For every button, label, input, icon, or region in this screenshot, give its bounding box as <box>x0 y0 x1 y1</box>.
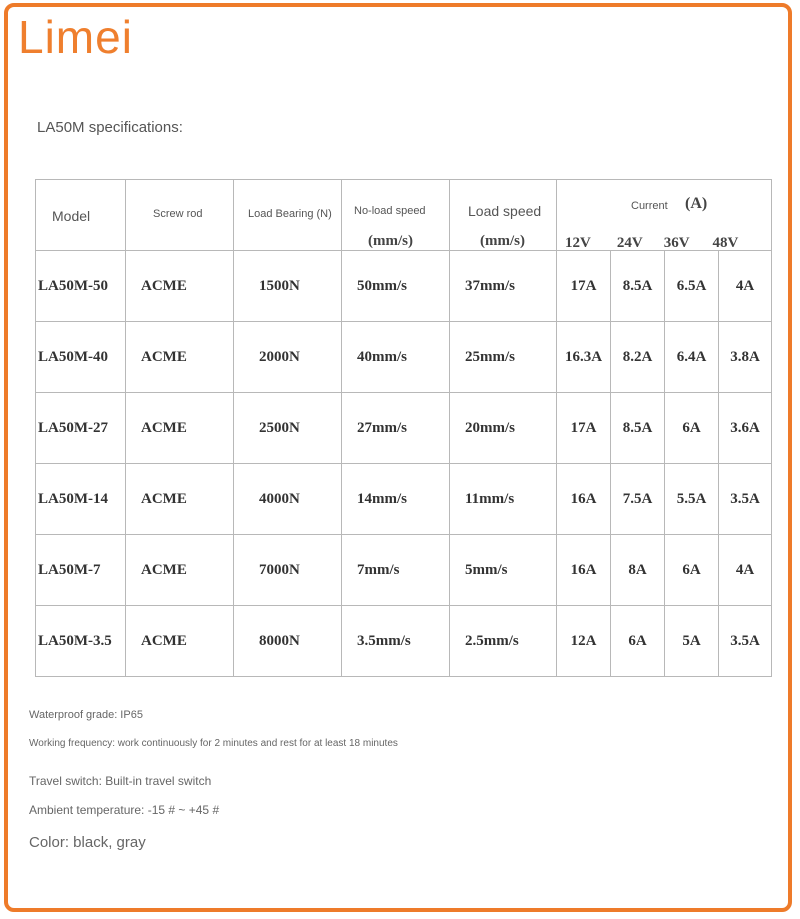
header-model-label: Model <box>52 208 91 224</box>
cell-current-12v: 12A <box>557 606 611 677</box>
cell-current-36v: 6A <box>665 535 719 606</box>
cell-load: 8000N <box>234 606 342 677</box>
table-row <box>36 464 772 535</box>
cell-loadspeed: 25mm/s <box>450 322 557 393</box>
cell-current-12v: 16A <box>557 464 611 535</box>
cell-noload: 27mm/s <box>342 393 450 464</box>
cell-loadspeed: 20mm/s <box>450 393 557 464</box>
cell-current-24v: 8.5A <box>611 251 665 322</box>
cell-screw: ACME <box>126 322 234 393</box>
cell-current-36v: 5A <box>665 606 719 677</box>
cell-model: LA50M-27 <box>36 393 126 464</box>
cell-noload: 14mm/s <box>342 464 450 535</box>
cell-screw: ACME <box>126 606 234 677</box>
cell-noload: 40mm/s <box>342 322 450 393</box>
cell-current-24v: 6A <box>611 606 665 677</box>
cell-current-12v: 16.3A <box>557 322 611 393</box>
note-travel-switch: Travel switch: Built-in travel switch <box>29 774 212 788</box>
cell-current-36v: 5.5A <box>665 464 719 535</box>
header-noload-unit: (mm/s) <box>368 233 413 249</box>
cell-load: 2000N <box>234 322 342 393</box>
note-working-frequency: Working frequency: work continuously for 2 minutes and rest for at least 18 minutes <box>29 738 398 749</box>
cell-model: LA50M-50 <box>36 251 126 322</box>
cell-screw: ACME <box>126 535 234 606</box>
cell-current-48v: 4A <box>719 535 772 606</box>
header-noload <box>342 180 450 251</box>
spec-table <box>35 179 772 677</box>
cell-load: 2500N <box>234 393 342 464</box>
cell-current-48v: 4A <box>719 251 772 322</box>
cell-screw: ACME <box>126 393 234 464</box>
table-row <box>36 535 772 606</box>
header-load <box>234 180 342 251</box>
cell-model: LA50M-3.5 <box>36 606 126 677</box>
cell-current-48v: 3.8A <box>719 322 772 393</box>
header-volt-48: 48V <box>712 235 739 251</box>
spec-title: LA50M specifications: <box>37 119 183 136</box>
cell-screw: ACME <box>126 464 234 535</box>
cell-model: LA50M-40 <box>36 322 126 393</box>
cell-current-24v: 7.5A <box>611 464 665 535</box>
table-row <box>36 393 772 464</box>
cell-loadspeed: 5mm/s <box>450 535 557 606</box>
cell-current-36v: 6.5A <box>665 251 719 322</box>
cell-current-48v: 3.5A <box>719 606 772 677</box>
cell-current-24v: 8.2A <box>611 322 665 393</box>
cell-loadspeed: 11mm/s <box>450 464 557 535</box>
table-row <box>36 322 772 393</box>
header-loadspeed <box>450 180 557 251</box>
header-load-label: Load Bearing (N) <box>248 208 332 220</box>
header-volt-36: 36V <box>663 235 690 251</box>
header-screw-label: Screw rod <box>153 208 203 220</box>
cell-load: 4000N <box>234 464 342 535</box>
cell-current-24v: 8A <box>611 535 665 606</box>
header-model <box>36 180 126 251</box>
cell-current-12v: 17A <box>557 393 611 464</box>
cell-load: 1500N <box>234 251 342 322</box>
note-ambient-temperature: Ambient temperature: -15 # ~ +45 # <box>29 803 220 817</box>
cell-loadspeed: 2.5mm/s <box>450 606 557 677</box>
header-noload-label: No-load speed <box>354 205 426 217</box>
header-volt-24: 24V <box>616 235 643 251</box>
cell-noload: 50mm/s <box>342 251 450 322</box>
cell-screw: ACME <box>126 251 234 322</box>
header-current-label: Current <box>631 200 668 212</box>
cell-model: LA50M-14 <box>36 464 126 535</box>
cell-noload: 7mm/s <box>342 535 450 606</box>
brand-logo: Limei <box>18 11 133 63</box>
header-loadspeed-unit: (mm/s) <box>480 233 525 249</box>
header-current-unit: (A) <box>685 195 708 212</box>
table-row <box>36 606 772 677</box>
cell-current-24v: 8.5A <box>611 393 665 464</box>
cell-current-12v: 17A <box>557 251 611 322</box>
cell-current-36v: 6A <box>665 393 719 464</box>
header-screw <box>126 180 234 251</box>
cell-current-48v: 3.6A <box>719 393 772 464</box>
note-color: Color: black, gray <box>29 834 146 851</box>
cell-current-12v: 16A <box>557 535 611 606</box>
header-volt-12: 12V <box>565 235 591 251</box>
header-loadspeed-label: Load speed <box>468 203 542 219</box>
cell-loadspeed: 37mm/s <box>450 251 557 322</box>
cell-load: 7000N <box>234 535 342 606</box>
header-current <box>557 180 772 251</box>
table-header-row <box>36 180 772 251</box>
table-row <box>36 251 772 322</box>
cell-model: LA50M-7 <box>36 535 126 606</box>
note-waterproof: Waterproof grade: IP65 <box>29 709 143 721</box>
cell-noload: 3.5mm/s <box>342 606 450 677</box>
cell-current-36v: 6.4A <box>665 322 719 393</box>
cell-current-48v: 3.5A <box>719 464 772 535</box>
